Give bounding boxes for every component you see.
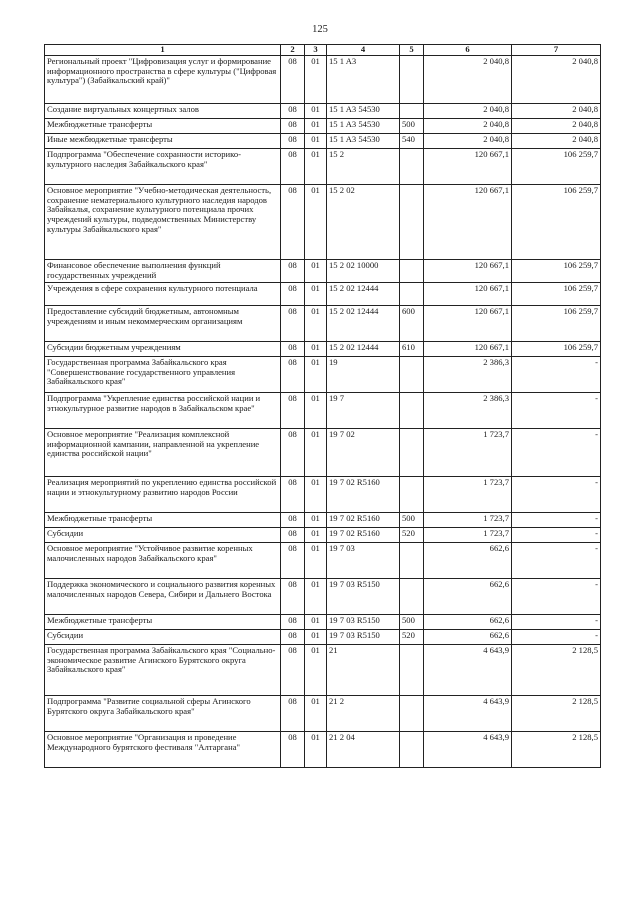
row-amount-1: 662,6: [424, 543, 512, 579]
table-row: [45, 283, 601, 306]
table-row: [45, 543, 601, 579]
row-subsection: 01: [305, 283, 327, 306]
table-row: [45, 513, 601, 528]
table-row: [45, 119, 601, 134]
row-expense-type: [400, 260, 424, 283]
column-header: 4: [327, 45, 400, 56]
row-amount-1: 2 386,3: [424, 393, 512, 429]
row-amount-1: 662,6: [424, 579, 512, 615]
row-amount-2: 2 040,8: [512, 134, 601, 149]
row-target-code: 15 1 A3 54530: [327, 134, 400, 149]
row-target-code: 19 7 02: [327, 429, 400, 477]
row-amount-2: 2 040,8: [512, 56, 601, 104]
row-expense-type: [400, 543, 424, 579]
row-section: 08: [281, 732, 305, 768]
row-expense-type: 500: [400, 513, 424, 528]
row-subsection: 01: [305, 528, 327, 543]
row-expense-type: 500: [400, 615, 424, 630]
table-body: [45, 56, 601, 768]
row-amount-2: 2 128,5: [512, 645, 601, 696]
row-amount-1: 2 386,3: [424, 357, 512, 393]
row-amount-2: 2 128,5: [512, 732, 601, 768]
row-expense-type: 610: [400, 342, 424, 357]
row-section: 08: [281, 185, 305, 260]
table-row: [45, 645, 601, 696]
row-section: 08: [281, 134, 305, 149]
row-target-code: 15 2 02 12444: [327, 342, 400, 357]
row-name: Создание виртуальных концертных залов: [45, 104, 281, 119]
row-expense-type: [400, 283, 424, 306]
row-amount-2: -: [512, 630, 601, 645]
table-row: [45, 306, 601, 342]
row-target-code: 19 7 03 R5150: [327, 615, 400, 630]
row-target-code: 19 7 03 R5150: [327, 630, 400, 645]
row-amount-2: 2 040,8: [512, 119, 601, 134]
row-target-code: 15 2 02 12444: [327, 306, 400, 342]
row-target-code: 19 7 03 R5150: [327, 579, 400, 615]
row-section: 08: [281, 630, 305, 645]
row-amount-2: -: [512, 429, 601, 477]
column-header: 3: [305, 45, 327, 56]
table-row: [45, 149, 601, 185]
table-row: [45, 357, 601, 393]
row-section: 08: [281, 543, 305, 579]
row-subsection: 01: [305, 513, 327, 528]
row-amount-1: 120 667,1: [424, 260, 512, 283]
row-name: Государственная программа Забайкальского края "Совершенствование государственного управления Забайкальского края": [45, 357, 281, 393]
row-target-code: 15 2 02: [327, 185, 400, 260]
row-subsection: 01: [305, 645, 327, 696]
row-section: 08: [281, 119, 305, 134]
table-row: [45, 260, 601, 283]
row-section: 08: [281, 56, 305, 104]
column-header: 2: [281, 45, 305, 56]
table-row: [45, 134, 601, 149]
row-subsection: 01: [305, 429, 327, 477]
row-section: 08: [281, 149, 305, 185]
row-target-code: 15 1 A3 54530: [327, 119, 400, 134]
row-subsection: 01: [305, 119, 327, 134]
row-subsection: 01: [305, 260, 327, 283]
row-name: Финансовое обеспечение выполнения функций государственных учреждений: [45, 260, 281, 283]
row-target-code: 19 7: [327, 393, 400, 429]
row-expense-type: [400, 477, 424, 513]
row-amount-2: -: [512, 513, 601, 528]
table-row: [45, 630, 601, 645]
row-amount-1: 2 040,8: [424, 56, 512, 104]
row-expense-type: 500: [400, 119, 424, 134]
row-section: 08: [281, 306, 305, 342]
row-target-code: 15 2 02 12444: [327, 283, 400, 306]
row-name: Межбюджетные трансферты: [45, 119, 281, 134]
row-amount-1: 1 723,7: [424, 528, 512, 543]
row-target-code: 21: [327, 645, 400, 696]
column-header: 7: [512, 45, 601, 56]
row-expense-type: [400, 732, 424, 768]
row-expense-type: [400, 104, 424, 119]
row-section: 08: [281, 696, 305, 732]
table-row: [45, 393, 601, 429]
row-amount-1: 120 667,1: [424, 185, 512, 260]
row-target-code: 15 2: [327, 149, 400, 185]
row-amount-2: -: [512, 528, 601, 543]
row-subsection: 01: [305, 56, 327, 104]
row-name: Основное мероприятие "Учебно-методическая деятельность, сохранение нематериального культурного наследия народов Забайкалья, сохранение культурного потенциала прочих учреждений культуры, подведомственных Министерству культуры Забайкальского края": [45, 185, 281, 260]
row-section: 08: [281, 528, 305, 543]
row-name: Реализация мероприятий по укреплению единства российской нации и этнокультурному развитию народов России: [45, 477, 281, 513]
row-section: 08: [281, 104, 305, 119]
row-target-code: 19 7 03: [327, 543, 400, 579]
table-row: [45, 579, 601, 615]
row-target-code: 15 1 A3: [327, 56, 400, 104]
row-target-code: 19: [327, 357, 400, 393]
row-expense-type: [400, 357, 424, 393]
table-row: [45, 528, 601, 543]
row-target-code: 15 2 02 10000: [327, 260, 400, 283]
row-section: 08: [281, 357, 305, 393]
table-row: [45, 732, 601, 768]
table-row: [45, 477, 601, 513]
table-row: [45, 342, 601, 357]
row-name: Основное мероприятие "Реализация комплексной информационной кампании, направленной на укрепление единства российской нации": [45, 429, 281, 477]
row-subsection: 01: [305, 185, 327, 260]
row-amount-2: 106 259,7: [512, 342, 601, 357]
row-name: Поддержка экономического и социального развития коренных малочисленных народов Севера, Сибири и Дальнего Востока: [45, 579, 281, 615]
row-subsection: 01: [305, 732, 327, 768]
row-expense-type: 600: [400, 306, 424, 342]
row-section: 08: [281, 645, 305, 696]
row-subsection: 01: [305, 134, 327, 149]
row-amount-1: 1 723,7: [424, 513, 512, 528]
row-subsection: 01: [305, 104, 327, 119]
row-section: 08: [281, 393, 305, 429]
row-name: Межбюджетные трансферты: [45, 615, 281, 630]
row-amount-2: 106 259,7: [512, 185, 601, 260]
row-amount-1: 662,6: [424, 630, 512, 645]
row-amount-2: 106 259,7: [512, 149, 601, 185]
row-section: 08: [281, 342, 305, 357]
table-row: [45, 185, 601, 260]
row-amount-1: 2 040,8: [424, 119, 512, 134]
row-amount-2: 106 259,7: [512, 306, 601, 342]
page-number: 125: [312, 24, 328, 35]
row-target-code: 21 2: [327, 696, 400, 732]
column-header: 6: [424, 45, 512, 56]
row-subsection: 01: [305, 357, 327, 393]
row-expense-type: [400, 579, 424, 615]
row-expense-type: [400, 429, 424, 477]
row-amount-2: -: [512, 357, 601, 393]
row-name: Подпрограмма "Развитие социальной сферы Агинского Бурятского округа Забайкальского края": [45, 696, 281, 732]
row-amount-1: 2 040,8: [424, 134, 512, 149]
row-subsection: 01: [305, 630, 327, 645]
row-subsection: 01: [305, 543, 327, 579]
row-target-code: 21 2 04: [327, 732, 400, 768]
row-amount-1: 2 040,8: [424, 104, 512, 119]
row-section: 08: [281, 429, 305, 477]
row-name: Межбюджетные трансферты: [45, 513, 281, 528]
row-name: Субсидии: [45, 630, 281, 645]
table-row: [45, 56, 601, 104]
row-name: Государственная программа Забайкальского края "Социально-экономическое развитие Агинского Бурятского округа Забайкальского края": [45, 645, 281, 696]
row-amount-1: 4 643,9: [424, 732, 512, 768]
row-amount-1: 120 667,1: [424, 306, 512, 342]
row-section: 08: [281, 615, 305, 630]
row-amount-2: -: [512, 543, 601, 579]
row-subsection: 01: [305, 306, 327, 342]
row-amount-2: -: [512, 393, 601, 429]
row-target-code: 19 7 02 R5160: [327, 477, 400, 513]
row-amount-1: 120 667,1: [424, 149, 512, 185]
row-amount-1: 1 723,7: [424, 429, 512, 477]
row-target-code: 19 7 02 R5160: [327, 528, 400, 543]
row-section: 08: [281, 477, 305, 513]
row-name: Основное мероприятие "Организация и проведение Международного бурятского фестиваля "Алтаргана": [45, 732, 281, 768]
row-amount-2: 106 259,7: [512, 260, 601, 283]
row-subsection: 01: [305, 615, 327, 630]
row-expense-type: 520: [400, 630, 424, 645]
row-name: Иные межбюджетные трансферты: [45, 134, 281, 149]
row-expense-type: 520: [400, 528, 424, 543]
table-row: [45, 104, 601, 119]
row-section: 08: [281, 579, 305, 615]
row-expense-type: [400, 56, 424, 104]
row-name: Региональный проект "Цифровизация услуг и формирование информационного пространства в сфере культуры ("Цифровая культура") (Забайкальский край)": [45, 56, 281, 104]
row-name: Учреждения в сфере сохранения культурного потенциала: [45, 283, 281, 306]
row-expense-type: [400, 149, 424, 185]
row-amount-1: 4 643,9: [424, 645, 512, 696]
table-row: [45, 615, 601, 630]
row-amount-1: 1 723,7: [424, 477, 512, 513]
row-subsection: 01: [305, 342, 327, 357]
header-row: [45, 45, 601, 56]
row-amount-2: -: [512, 579, 601, 615]
budget-table: [44, 44, 601, 768]
row-amount-2: -: [512, 477, 601, 513]
row-amount-1: 4 643,9: [424, 696, 512, 732]
row-target-code: 19 7 02 R5160: [327, 513, 400, 528]
row-expense-type: [400, 696, 424, 732]
column-header: 5: [400, 45, 424, 56]
row-section: 08: [281, 260, 305, 283]
table-row: [45, 696, 601, 732]
row-target-code: 15 1 A3 54530: [327, 104, 400, 119]
row-name: Предоставление субсидий бюджетным, автономным учреждениям и иным некоммерческим организациям: [45, 306, 281, 342]
row-subsection: 01: [305, 393, 327, 429]
row-name: Основное мероприятие "Устойчивое развитие коренных малочисленных народов Забайкальского края": [45, 543, 281, 579]
row-amount-1: 120 667,1: [424, 283, 512, 306]
row-name: Субсидии: [45, 528, 281, 543]
row-subsection: 01: [305, 149, 327, 185]
row-amount-2: 106 259,7: [512, 283, 601, 306]
table-row: [45, 429, 601, 477]
row-subsection: 01: [305, 579, 327, 615]
column-header: 1: [45, 45, 281, 56]
row-amount-1: 662,6: [424, 615, 512, 630]
row-expense-type: 540: [400, 134, 424, 149]
row-name: Субсидии бюджетным учреждениям: [45, 342, 281, 357]
row-amount-1: 120 667,1: [424, 342, 512, 357]
row-amount-2: 2 128,5: [512, 696, 601, 732]
row-expense-type: [400, 393, 424, 429]
row-section: 08: [281, 283, 305, 306]
row-expense-type: [400, 185, 424, 260]
row-expense-type: [400, 645, 424, 696]
row-name: Подпрограмма "Обеспечение сохранности историко-культурного наследия Забайкальского края": [45, 149, 281, 185]
row-name: Подпрограмма "Укрепление единства российской нации и этнокультурное развитие народов в Забайкальском крае": [45, 393, 281, 429]
row-subsection: 01: [305, 477, 327, 513]
row-amount-2: 2 040,8: [512, 104, 601, 119]
row-amount-2: -: [512, 615, 601, 630]
row-section: 08: [281, 513, 305, 528]
row-subsection: 01: [305, 696, 327, 732]
